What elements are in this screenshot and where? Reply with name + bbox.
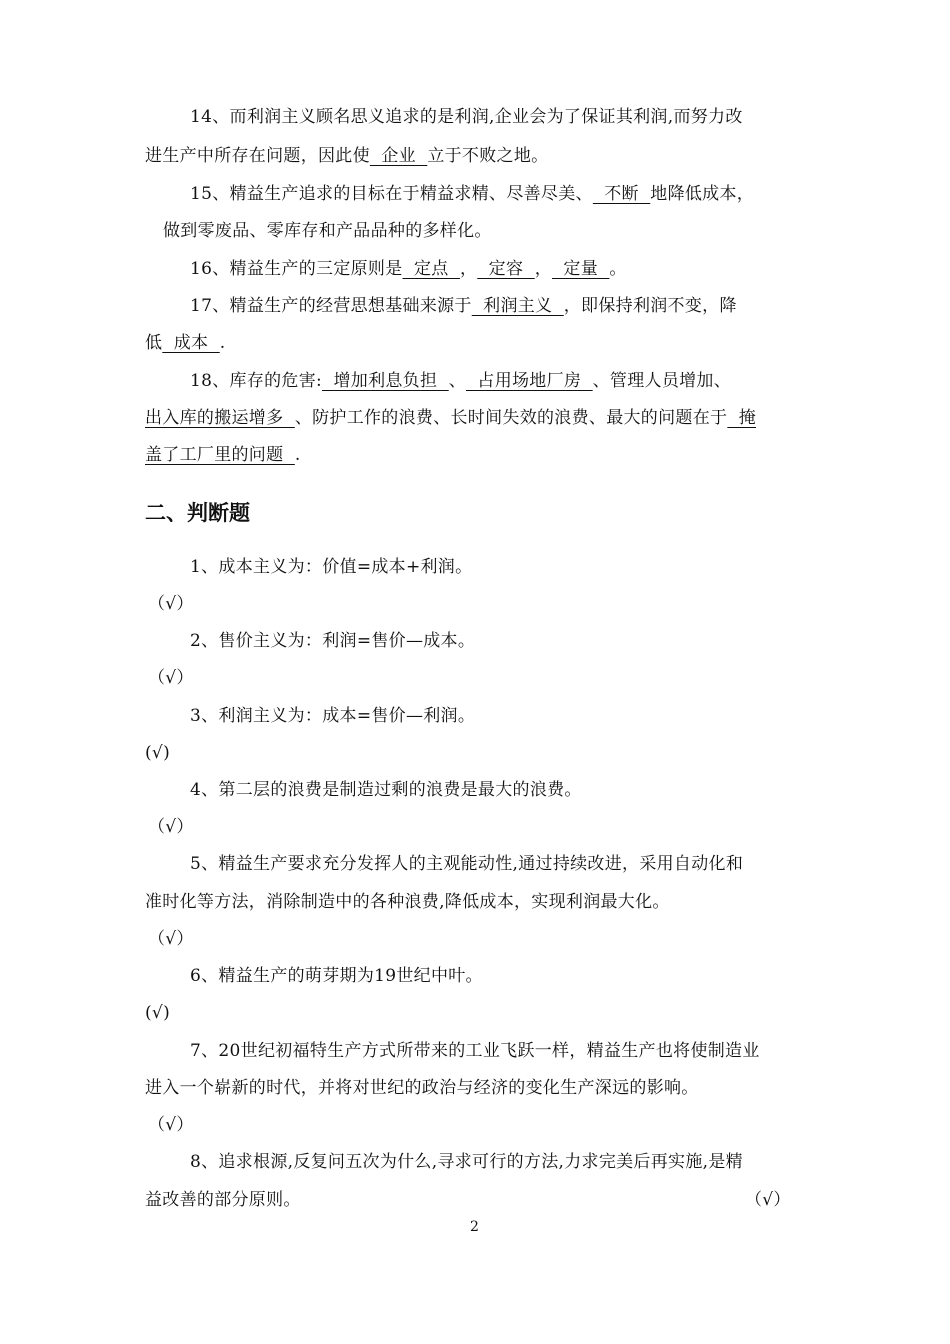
q16-blank-1: 定点: [402, 259, 460, 279]
q16-line: [190, 258, 627, 280]
q15-line-1: [190, 183, 754, 205]
judge-q5-answer: （√）: [148, 929, 194, 949]
q15-text: 15、精益生产追求的目标在于精益求精、尽善尽美、: [190, 184, 593, 204]
q17-line-1: [190, 295, 737, 317]
q18-sep-1: 、: [448, 371, 466, 391]
q17-end: .: [219, 333, 226, 353]
q17-text-end: ，即保持利润不变，降: [563, 296, 737, 316]
judge-q8-answer: （√）: [745, 1190, 791, 1210]
judge-q4-answer: （√）: [148, 817, 194, 837]
q18-text: 18、库存的危害:: [190, 371, 323, 391]
judge-q5-line-1: 5、精益生产要求充分发挥人的主观能动性,通过持续改进，采用自动化和: [190, 854, 744, 874]
q18-text-end: 、管理人员增加、: [592, 371, 732, 391]
q17-text: 17、精益生产的经营思想基础来源于: [190, 296, 472, 316]
q18-blank-1: 增加利息负担: [322, 371, 449, 391]
judge-q5-line-2: 准时化等方法，消除制造中的各种浪费,降低成本，实现利润最大化。: [145, 892, 670, 912]
q14-line-1: 14、而利润主义顾名思义追求的是利润,企业会为了保证其利润,而努力改: [190, 107, 743, 127]
q18-blank-2: 占用场地厂房: [466, 371, 593, 391]
q17-line-2: [145, 332, 225, 354]
q15-line-2: 做到零废品、零库存和产品品种的多样化。: [163, 221, 492, 241]
judge-q1-answer: （√）: [148, 594, 194, 614]
q14-blank-1: 企业: [369, 146, 428, 166]
q18-blank-3: 出入库的搬运增多: [145, 408, 295, 428]
judge-q2-answer: （√）: [148, 668, 194, 688]
q16-text: 16、精益生产的三定原则是: [190, 259, 403, 279]
q14-text-end: 立于不败之地。: [427, 146, 549, 166]
q18-line-1: [190, 370, 731, 392]
q18-text-2: 、防护工作的浪费、长时间失效的浪费、最大的问题在于: [294, 408, 728, 428]
section-heading: 二、判断题: [145, 501, 250, 525]
q17-blank-1: 利润主义: [471, 296, 564, 316]
q16-blank-2: 定容: [477, 259, 535, 279]
judge-q8-line-2: 益改善的部分原则。: [145, 1190, 301, 1210]
judge-q7-answer: （√）: [148, 1115, 194, 1135]
judge-q3-answer: (√): [145, 743, 170, 763]
judge-q6-text: 6、精益生产的萌芽期为19世纪中叶。: [190, 966, 483, 986]
judge-q1-text: 1、成本主义为：价值=成本+利润。: [190, 557, 473, 577]
q17-blank-2: 成本: [162, 333, 220, 353]
judge-q6-answer: (√): [145, 1003, 170, 1023]
q14-text: 进生产中所存在问题，因此使: [145, 146, 370, 166]
q16-sep-2: ，: [534, 259, 552, 279]
q16-blank-3: 定量: [552, 259, 610, 279]
judge-q7-line-2: 进入一个崭新的时代，并将对世纪的政治与经济的变化生产深远的影响。: [145, 1078, 699, 1098]
judge-q3-text: 3、利润主义为：成本=售价—利润。: [190, 706, 476, 726]
q17-text-2: 低: [145, 333, 163, 353]
q18-blank-5: 盖了工厂里的问题: [145, 445, 295, 465]
page-number: 2: [470, 1219, 479, 1235]
judge-q8-line-1: 8、追求根源,反复问五次为什么,寻求可行的方法,力求完美后再实施,是精: [190, 1152, 743, 1172]
judge-q2-text: 2、售价主义为：利润=售价—成本。: [190, 631, 476, 651]
q18-end: .: [294, 445, 301, 465]
q18-line-2: [145, 407, 756, 429]
q14-line-2: [145, 145, 548, 167]
judge-q7-line-1: 7、20世纪初福特生产方式所带来的工业飞跃一样，精益生产也将使制造业: [190, 1041, 760, 1061]
judge-q4-text: 4、第二层的浪费是制造过剩的浪费是最大的浪费。: [190, 780, 582, 800]
q18-blank-4: 掩: [727, 408, 757, 428]
q16-sep-1: ，: [459, 259, 478, 279]
q18-line-3: [145, 444, 301, 466]
q15-blank-1: 不断: [592, 184, 651, 204]
q16-end: 。: [609, 259, 627, 279]
q15-text-end: 地降低成本，: [650, 184, 755, 204]
